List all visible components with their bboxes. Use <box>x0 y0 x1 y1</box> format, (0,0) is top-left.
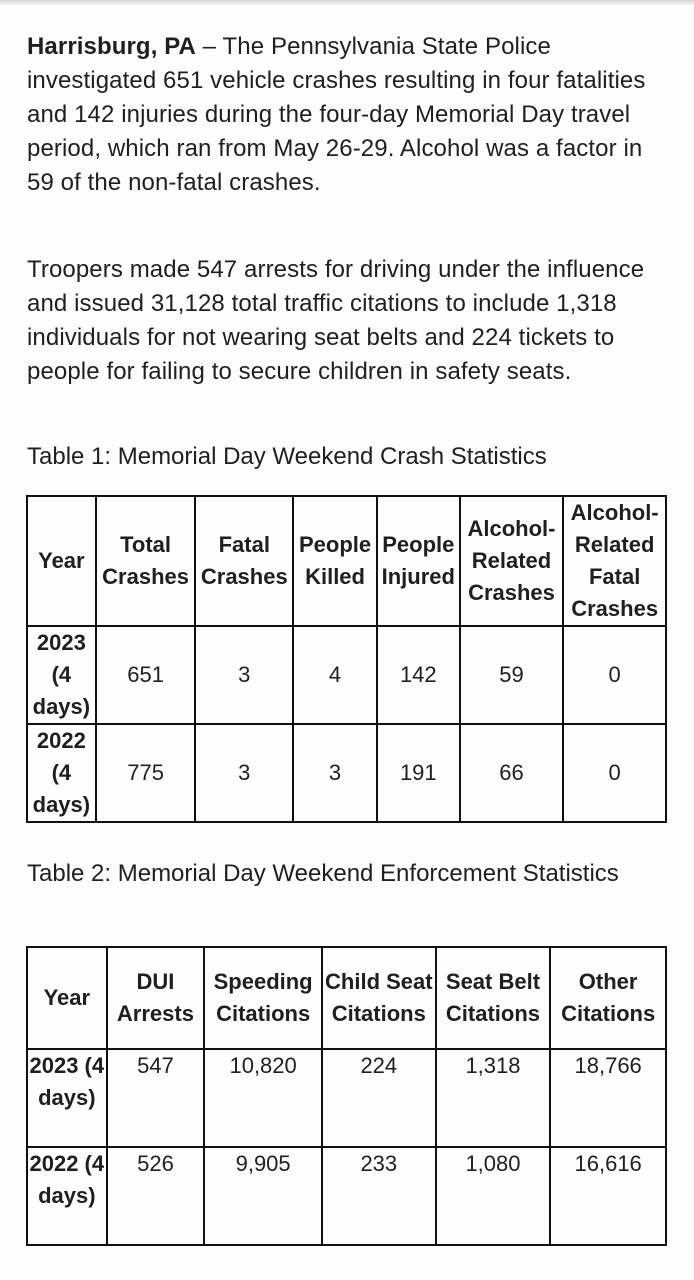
table-cell: 224 <box>322 1049 436 1147</box>
table-cell: 142 <box>377 626 460 724</box>
header-cell: Seat Belt Citations <box>436 947 551 1049</box>
header-cell: Fatal Crashes <box>195 496 293 626</box>
table-1-caption: Table 1: Memorial Day Weekend Crash Statistics <box>27 443 547 470</box>
header-cell: Speeding Citations <box>204 947 322 1049</box>
table-cell: 66 <box>460 724 564 822</box>
table-cell: 1,080 <box>436 1147 551 1245</box>
header-cell: DUI Arrests <box>107 947 205 1049</box>
table-cell: 59 <box>460 626 564 724</box>
header-cell: Other Citations <box>550 947 666 1049</box>
table-cell: 191 <box>377 724 460 822</box>
year-cell: 2022 (4 days) <box>27 724 96 822</box>
paragraph-1-text: – The Pennsylvania State Police investigated 651 vehicle crashes resulting in four fatalities and 142 injuries during the four-day Memorial Day travel period, which ran from May 26-29. Alcohol was a factor in 59 of the non-fatal crashes. <box>27 33 646 196</box>
table-cell: 0 <box>563 626 666 724</box>
table-header-row <box>27 947 666 1049</box>
year-cell: 2023 (4 days) <box>27 1049 107 1147</box>
table-row <box>27 1147 666 1245</box>
table-cell: 3 <box>195 724 293 822</box>
table-cell: 4 <box>293 626 377 724</box>
table-cell: 547 <box>107 1049 205 1147</box>
table-cell: 10,820 <box>204 1049 322 1147</box>
header-cell: Total Crashes <box>96 496 196 626</box>
article-paragraph-1 <box>27 30 667 200</box>
year-cell: 2023 (4 days) <box>27 626 96 724</box>
crash-statistics-table <box>26 495 667 823</box>
header-cell: People Injured <box>377 496 460 626</box>
table-cell: 775 <box>96 724 196 822</box>
table-2-caption: Table 2: Memorial Day Weekend Enforcement Statistics <box>27 860 619 887</box>
header-cell: Alcohol-Related Crashes <box>460 496 564 626</box>
table-cell: 0 <box>563 724 666 822</box>
table-row <box>27 626 666 724</box>
table-header-row <box>27 496 666 626</box>
dateline: Harrisburg, PA <box>27 33 196 60</box>
top-edge-shadow <box>0 0 694 6</box>
table-row <box>27 1049 666 1147</box>
table-cell: 3 <box>195 626 293 724</box>
header-cell: Child Seat Citations <box>322 947 436 1049</box>
table-row <box>27 724 666 822</box>
header-cell: People Killed <box>293 496 377 626</box>
year-cell: 2022 (4 days) <box>27 1147 107 1245</box>
table-cell: 18,766 <box>550 1049 666 1147</box>
table-cell: 1,318 <box>436 1049 551 1147</box>
table-cell: 233 <box>322 1147 436 1245</box>
enforcement-statistics-table <box>26 946 667 1246</box>
table-cell: 9,905 <box>204 1147 322 1245</box>
header-cell: Alcohol-Related Fatal Crashes <box>563 496 666 626</box>
header-cell: Year <box>27 496 96 626</box>
table-cell: 16,616 <box>550 1147 666 1245</box>
table-cell: 651 <box>96 626 196 724</box>
article-paragraph-2: Troopers made 547 arrests for driving under the influence and issued 31,128 total traffic citations to include 1,318 individuals for not wearing seat belts and 224 tickets to people for failing to secure children in safety seats. <box>27 256 645 385</box>
table-cell: 3 <box>293 724 377 822</box>
table-cell: 526 <box>107 1147 205 1245</box>
header-cell: Year <box>27 947 107 1049</box>
